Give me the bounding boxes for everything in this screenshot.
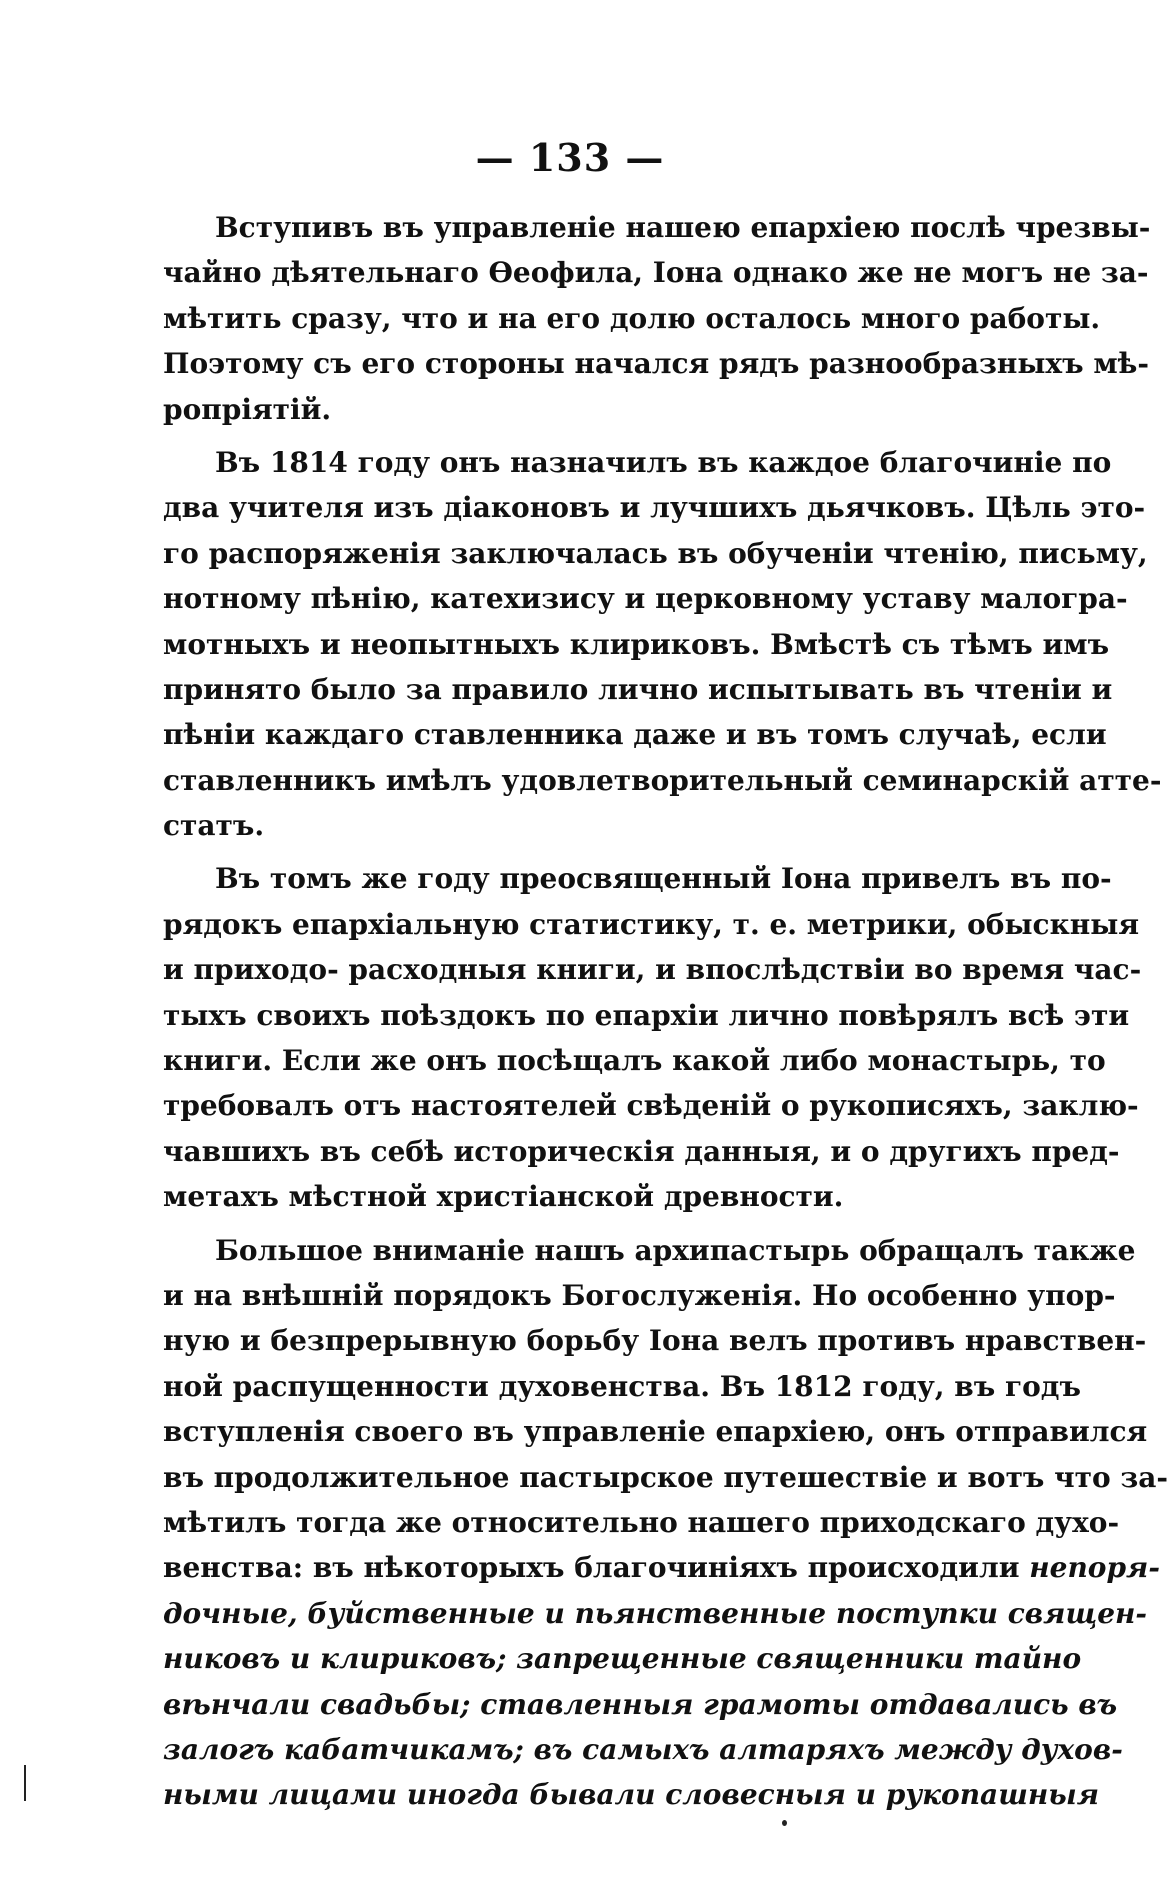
text-line: и на внѣшній порядокъ Богослуженія. Но особенно упор- [163, 1278, 1116, 1312]
text-line: вступленія своего въ управленіе епархіею, онъ отправился [163, 1415, 1148, 1449]
text-line: мотныхъ и неопытныхъ клириковъ. Вмѣстѣ съ тѣмъ имъ [163, 627, 1110, 661]
text-line: тыхъ своихъ поѣздокъ по епархіи лично повѣрялъ всѣ эти [163, 998, 1130, 1032]
text-line: мѣтилъ тогда же относительно нашего приходскаго духо- [163, 1505, 1120, 1539]
text-line: ставленникъ имѣлъ удовлетворительный семинарскій атте- [163, 763, 1162, 797]
italic-text-line: ными лицами иногда бывали словесныя и рукопашныя [163, 1778, 1100, 1812]
mixed-text-line [163, 1545, 1160, 1590]
text-line: въ продолжительное пастырское путешествіе и вотъ что за- [163, 1460, 1168, 1494]
text-span: венства: въ нѣкоторыхъ благочиніяхъ происходили [163, 1551, 1020, 1585]
text-line: чайно дѣятельнаго Ѳеофила, Іона однако же не могъ не за- [163, 256, 1149, 290]
text-line: мѣтить сразу, что и на его долю осталось много работы. [163, 301, 1101, 335]
text-line: нотному пѣнію, катехизису и церковному уставу малогра- [163, 582, 1128, 616]
paragraph-2 [163, 440, 1162, 849]
scan-dot-mark [782, 1820, 787, 1826]
scan-margin-mark [24, 1765, 26, 1801]
text-line: метахъ мѣстной христіанской древности. [163, 1180, 844, 1214]
italic-text-line: вѣнчали свадьбы; ставленныя грамоты отдавались въ [163, 1687, 1118, 1721]
text-line: ной распущенности духовенства. Въ 1812 году, въ годъ [163, 1369, 1081, 1403]
text-line: Поэтому съ его стороны начался рядъ разнообразныхъ мѣ- [163, 347, 1149, 381]
text-line: Вступивъ въ управленіе нашею епархіею послѣ чрезвы- [215, 211, 1151, 244]
text-line: чавшихъ въ себѣ историческія данныя, и о другихъ пред- [163, 1134, 1120, 1168]
text-line: Въ томъ же году преосвященный Іона привелъ въ по- [215, 862, 1112, 896]
text-line: Большое вниманіе нашъ архипастырь обращалъ также [215, 1233, 1136, 1267]
text-line: ную и безпрерывную борьбу Іона велъ противъ нравствен- [163, 1324, 1147, 1358]
paragraph-3 [163, 856, 1142, 1219]
paragraph-1 [163, 205, 1151, 432]
text-line: рядокъ епархіальную статистику, т. е. метрики, обыскныя [163, 907, 1140, 941]
italic-text-line: дочные, буйственные и пьянственные поступки священ- [163, 1596, 1148, 1630]
text-line: Въ 1814 году онъ назначилъ въ каждое благочиніе по [215, 445, 1112, 479]
italic-text-line: залогъ кабатчикамъ; въ самыхъ алтаряхъ между духов- [163, 1732, 1123, 1766]
italic-text-line: никовъ и клириковъ; запрещенные священники тайно [163, 1642, 1082, 1676]
text-line: принято было за правило лично испытывать въ чтеніи и [163, 672, 1113, 706]
text-line: го распоряженія заключалась въ обученіи чтенію, письму, [163, 536, 1148, 570]
text-line: книги. Если же онъ посѣщалъ какой либо монастырь, то [163, 1044, 1106, 1078]
text-line: статъ. [163, 809, 265, 843]
italic-text-span: непоря- [1029, 1551, 1160, 1585]
page-body [163, 205, 1168, 1818]
text-line: пѣніи каждаго ставленника даже и въ томъ случаѣ, если [163, 718, 1107, 752]
text-line: и приходо- расходныя книги, и впослѣдствіи во время час- [163, 953, 1142, 987]
text-line: ропріятій. [163, 392, 332, 426]
text-line: требовалъ отъ настоятелей свѣденій о рукописяхъ, заклю- [163, 1089, 1139, 1123]
page-number: — 133 — [475, 135, 665, 180]
paragraph-4 [163, 1228, 1168, 1818]
text-line: два учителя изъ діаконовъ и лучшихъ дьячковъ. Цѣль это- [163, 491, 1146, 525]
